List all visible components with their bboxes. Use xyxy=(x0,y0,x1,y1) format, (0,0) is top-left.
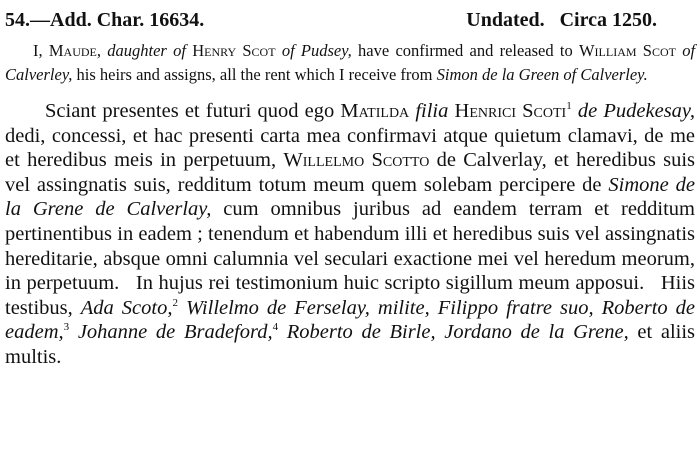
footnote-marker-2: 2 xyxy=(172,296,178,309)
entry-date: Undated. Circa 1250. xyxy=(466,9,657,31)
charter-father: Henrici Scoti xyxy=(454,100,567,122)
summary-grantee: William Scot xyxy=(578,41,676,60)
english-summary xyxy=(5,39,695,86)
latin-charter-text xyxy=(5,99,700,370)
summary-tenant: Simon de la Green of Calverley. xyxy=(436,64,648,84)
summary-of-pudsey: of Pudsey, xyxy=(281,41,352,60)
charter-text-3: de Calverlay, et heredibus suis vel assingnatis suis, redditum totum meum quem solebam percipere de xyxy=(5,149,696,196)
document-page xyxy=(5,6,700,370)
summary-text-1: I, xyxy=(33,41,49,60)
summary-text-3: his heirs and assigns, all the rent which I receive from xyxy=(76,64,433,84)
footnote-marker-1: 1 xyxy=(566,100,572,112)
entry-identifier xyxy=(5,6,204,34)
charter-filia: filia xyxy=(415,100,449,122)
entry-header xyxy=(5,6,695,34)
witness-roberto-jordano: Roberto de Birle, Jordano de la Grene, xyxy=(286,321,629,344)
charter-tenant: Simone de la Grene de Calverlay, xyxy=(5,173,696,221)
charter-text-5: et aliis multis. xyxy=(5,321,696,368)
witness-ada: Ada Scoto, xyxy=(80,296,173,319)
summary-of-calverley: of Calverley, xyxy=(5,41,696,84)
charter-text-1: Sciant presentes et futuri quod ego xyxy=(45,100,335,122)
entry-number: 54. xyxy=(5,9,30,31)
charter-grantor: Matilda xyxy=(340,100,410,122)
summary-grantor: Maude, xyxy=(48,41,101,60)
summary-daughter-of: daughter of xyxy=(107,41,186,60)
charter-grantee: Willelmo Scotto xyxy=(283,149,430,172)
entry-reference: —Add. Char. 16634. xyxy=(30,9,205,31)
summary-text-2: have confirmed and released to xyxy=(358,41,573,60)
charter-text-4: cum omnibus juribus ad eandem terram et redditum pertinentibus in eadem ; tenendum et habendum illi et heredibus suis vel assingnatis hereditarie, absque omni calumnia vel seculari exactione mei vel heredum meorum, in perpetuum. In hujus rei testimonium huic scripto sigillum meum apposui. Hiis testibus, xyxy=(5,198,700,319)
charter-text-2: dedi, concessi, et hac presenti carta mea confirmavi atque quietum clamavi, de me et heredibus meis in perpetuum, xyxy=(5,124,695,172)
witness-willelmo: Willelmo de Ferselay, milite, Filippo fratre suo, Roberto de eadem, xyxy=(5,296,696,344)
footnote-marker-4: 4 xyxy=(272,321,279,334)
footnote-marker-3: 3 xyxy=(63,321,70,334)
charter-pudekesay: de Pudekesay, xyxy=(577,100,696,122)
witness-johanne: Johanne de Bradeford, xyxy=(77,321,273,344)
summary-father: Henry Scot xyxy=(192,41,276,60)
